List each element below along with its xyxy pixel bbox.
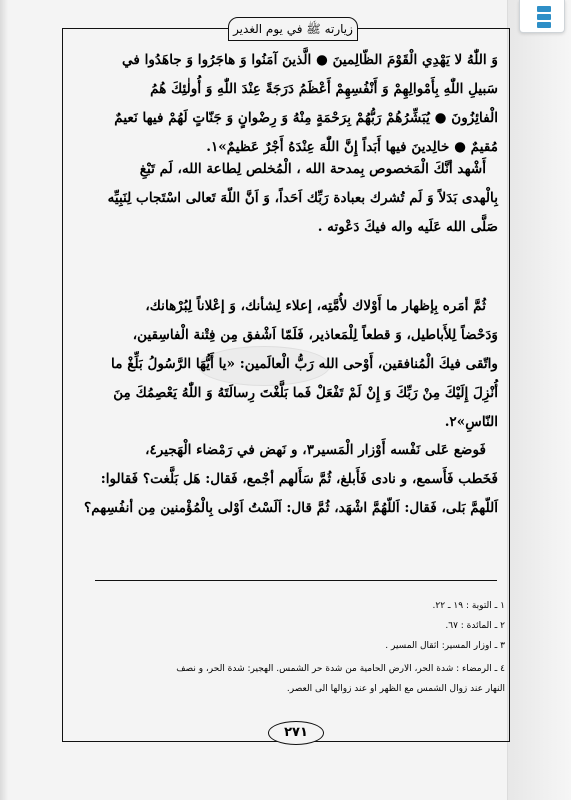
text-line: بِالْهدى بَدَلاً وَ لَم تُشرك بعبادة رَبِّك اَحَداً، وَ اَنَّ اللّهَ تَعالى اسْتَجاب لِنَبِيِّه [107, 190, 498, 206]
text-line: مُقيمٌ ● خالِدينَ فيها أَبَداً إِنَّ اللّٰهَ عِنْدَهُ أَجْرٌ عَظيمٌ»١. [206, 139, 498, 155]
menu-bar-icon [537, 6, 551, 12]
text-line: فَوضع عَلى نَفْسه أَوْزار الْمَسير٣، و نَهض في رَمْضاء الْهَجير٤، [145, 442, 486, 458]
text-line: اَللّهمَّ بَلى، فَقال: اَللّهُمَّ اشْهَد، ثُمَّ قال: اَلَسْتُ اَوْلى بِالْمُؤْمنين مِن أنفُسِهم؟ [84, 500, 498, 516]
text-line: أَشْهد أنَّكَ الْمَخصوص بِمدحة الله ، الْمُخلص لِطاعة الله، لَم تَبْغِ [139, 161, 486, 177]
text-line: سَبيلِ اللّٰهِ بِأَمْوالِهِمْ وَ أَنْفُسِهِمْ أَعْظَمُ دَرَجَةً عِنْدَ اللّٰهِ وَ أُولٰئِكَ هُمُ [150, 81, 498, 97]
footnote: ٢ ـ المائدة : ٦٧. [445, 621, 505, 631]
text-line: وَدَحْضاً لِلأَباطيل، وَ قطعاً لِلْمَعاذير، فَلَمّا اَشْفق مِن فِتْنة الْفاسِقين، [132, 327, 498, 343]
page-edge-shadow [0, 0, 8, 800]
text-line: الْفائِزُونَ ● يُبَشِّرُهُمْ رَبُّهُمْ بِرَحْمَةٍ مِنْهُ وَ رِضْوانٍ وَ جَنّاتٍ لَهُمْ فيها نَعيمٌ [114, 110, 498, 126]
viewer-side-panel [507, 0, 571, 800]
menu-bar-icon [537, 14, 551, 20]
text-line: واتّقى فيكَ الْمُنافقين، أَوْحى الله رَبُّ الْعالَمين: «يا أَيُّهَا الرَّسُولُ بَلِّغْ ما [111, 356, 498, 372]
running-header: زيارته ﷺ في يوم الغدير [228, 17, 358, 41]
text-line: وَ اللّٰهُ لا يَهْدِي الْقَوْمَ الظّالِمينَ ● الَّذينَ آمَنُوا وَ هاجَرُوا وَ جاهَدُوا في [122, 52, 498, 68]
footnote: ٣ ـ اوزار المسير: اثقال المسير . [385, 641, 505, 651]
testimony-paragraph [66, 155, 498, 242]
menu-bar-icon [537, 22, 551, 28]
page-number: ٢٧١ [268, 721, 324, 745]
text-line: النّاسِ»٢. [444, 414, 498, 430]
footnote-divider [95, 580, 497, 581]
text-line: ثُمَّ أمَره بِإظهار ما أَوْلاك لأُمَّتِه، إعلاء لِشأنك، وَ إعْلاناً لِبُرْهانك، [145, 298, 486, 314]
sermon-paragraph [66, 436, 498, 523]
menu-icon[interactable] [519, 0, 565, 33]
text-line: فَخَطب فَأَسمع، و نادى فَأَبلغ، ثُمَّ سَأَلهم أجْمع، فَقال: هَل بَلَّغت؟ فَقالوا: [100, 471, 498, 487]
footnote: ١ ـ التوبة : ١٩ ـ ٢٢. [432, 601, 505, 611]
verse-paragraph [66, 46, 498, 162]
footnotes [95, 596, 505, 699]
text-line: صَلَّى الله عَلَيه واله فيكَ دَعْوته . [317, 219, 498, 235]
footnote: النهار عند زوال الشمس مع الظهر او عند زوالها الى العصر. [286, 684, 505, 694]
text-line: أُنْزِلَ إِلَيْكَ مِنْ رَبِّكَ وَ إِنْ لَمْ تَفْعَلْ فَما بَلَّغْتَ رِسالَتَهُ وَ اللّٰهُ يَعْصِمُكَ مِنَ [113, 385, 498, 401]
footnote: ٤ ـ الرمضاء : شدة الحر، الارض الحامية من شدة حر الشمس. الهجير: شدة الحر، و نصف [176, 664, 505, 674]
revelation-paragraph [66, 292, 498, 437]
